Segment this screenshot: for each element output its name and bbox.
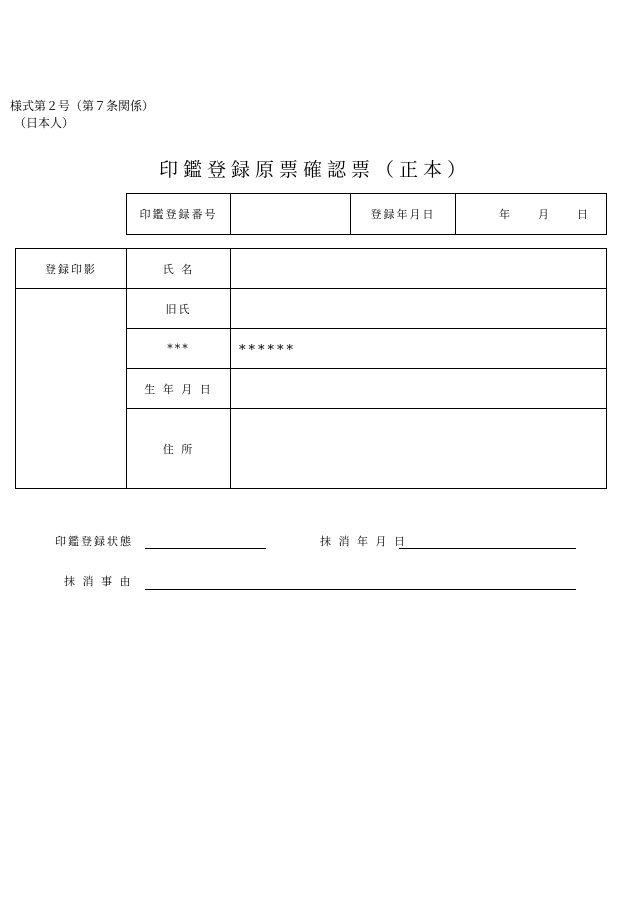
form-number: 様式第２号（第７条関係） (10, 99, 155, 113)
registration-date-label: 登録年月日 (350, 193, 456, 235)
registration-status-line (145, 548, 266, 549)
date-month-unit: 月 (538, 208, 549, 221)
address-label: 住 所 (126, 408, 231, 489)
page-title: 印鑑登録原票確認票（正本） (158, 159, 471, 181)
registration-status-label: 印鑑登録状態 (55, 535, 133, 548)
seal-impression-area (16, 290, 126, 488)
masked-field: ****** (230, 328, 607, 369)
registration-number-label: 印鑑登録番号 (126, 193, 231, 235)
former-name-field[interactable] (230, 288, 607, 329)
cancel-reason-label: 抹 消 事 由 (64, 575, 133, 588)
name-field[interactable] (230, 248, 607, 289)
cancel-date-label: 抹 消 年 月 日 (320, 535, 407, 548)
person-type: （日本人） (14, 116, 75, 130)
name-label: 氏 名 (126, 248, 231, 289)
date-day-unit: 日 (577, 208, 588, 221)
address-field[interactable] (230, 408, 607, 489)
cancel-date-line (399, 548, 576, 549)
date-year-unit: 年 (499, 208, 510, 221)
birthdate-field[interactable] (230, 368, 607, 409)
cancel-reason-line (145, 589, 576, 590)
former-name-label: 旧氏 (126, 288, 231, 329)
birthdate-label: 生 年 月 日 (126, 368, 231, 409)
masked-label: *** (126, 328, 231, 369)
registration-number-field[interactable] (230, 193, 351, 235)
seal-impression-label: 登録印影 (15, 248, 127, 289)
registration-date-field[interactable] (455, 193, 607, 235)
